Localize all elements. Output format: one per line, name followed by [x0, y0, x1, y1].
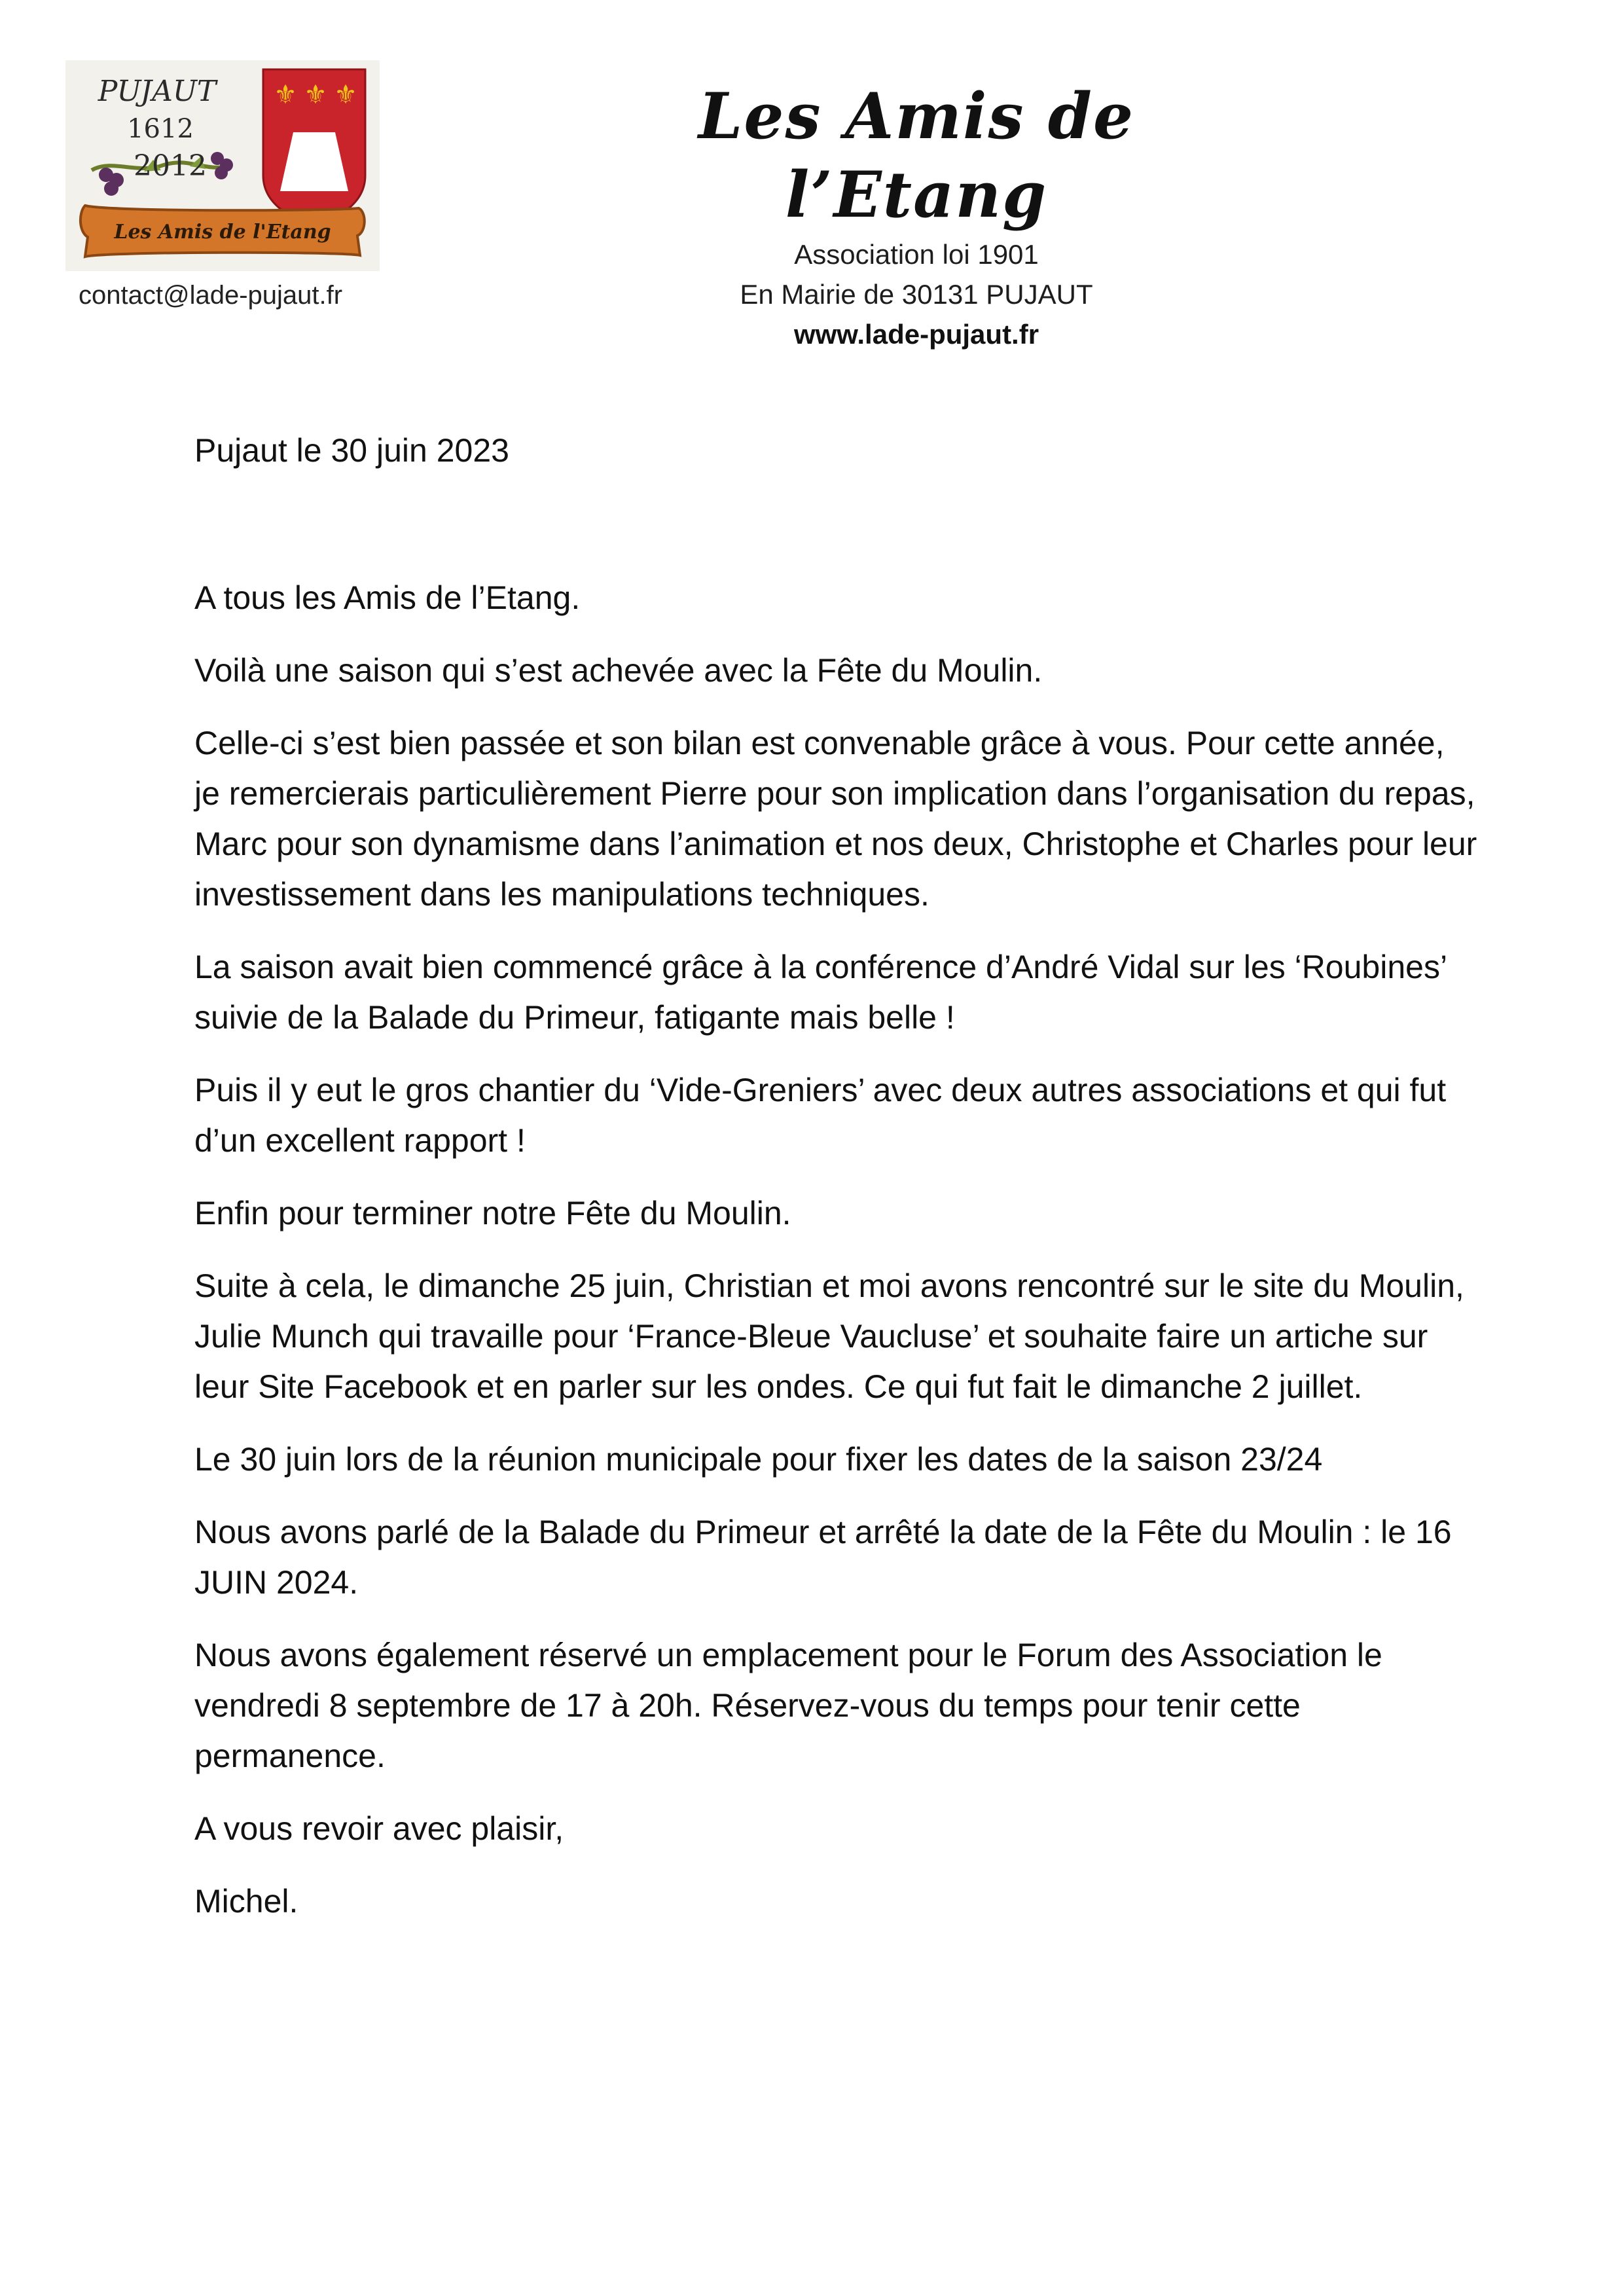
- letter-paragraph: Le 30 juin lors de la réunion municipale pour fixer les dates de la saison 23/24: [194, 1441, 1323, 1478]
- letter-greeting: A tous les Amis de l’Etang.: [194, 579, 581, 616]
- letter-paragraph: Celle-ci s’est bien passée et son bilan est convenable grâce à vous. Pour cette année, je remercierais particulièrement Pierre pour son implication dans l’organisation du repas, Marc pour son dynamisme dans l’animation et nos deux, Christophe et Charles pour leur investissement dans les manipulations techniques.: [194, 725, 1477, 913]
- logo-name: PUJAUT: [98, 75, 217, 108]
- letter-signature: Michel.: [194, 1883, 298, 1920]
- letter-closing: A vous revoir avec plaisir,: [194, 1810, 564, 1847]
- contact-email[interactable]: contact@lade-pujaut.fr: [79, 281, 343, 310]
- letter-paragraph: Nous avons également réservé un emplacement pour le Forum des Association le vendredi 8 septembre de 17 à 20h. Réservez-vous du temps pour tenir cette permanence.: [194, 1637, 1382, 1774]
- organization-title: Les Amis de l’Etang: [698, 79, 1135, 232]
- grape: [215, 166, 228, 179]
- fleur-de-lis-icon: ⚜: [334, 80, 357, 110]
- organization-address: En Mairie de 30131 PUJAUT: [740, 279, 1093, 310]
- logo-banner-text: Les Amis de l'Etang: [114, 221, 331, 244]
- logo-year-start: 1612: [127, 114, 194, 144]
- association-logo: [65, 60, 380, 271]
- organization-status: Association loi 1901: [794, 239, 1039, 270]
- logo-year-end: 2012: [134, 149, 207, 183]
- letter-paragraph: Suite à cela, le dimanche 25 juin, Christian et moi avons rencontré sur le site du Moulin, Julie Munch qui travaille pour ‘France-Bleue Vaucluse’ et souhaite faire un artiche sur leur Site Facebook et en parler sur les ondes. Ce qui fut fait le dimanche 2 juillet.: [194, 1267, 1464, 1405]
- organization-header: [576, 77, 1257, 354]
- letter-paragraph: La saison avait bien commencé grâce à la conférence d’André Vidal sur les ‘Roubines’ suivie de la Balade du Primeur, fatigante mais belle !: [194, 949, 1447, 1036]
- letter-paragraph: Nous avons parlé de la Balade du Primeur et arrêté la date de la Fête du Moulin : le 16 JUIN 2024.: [194, 1514, 1452, 1601]
- grape: [104, 181, 118, 196]
- letter-date: Pujaut le 30 juin 2023: [194, 432, 509, 469]
- letter-paragraph: Enfin pour terminer notre Fête du Moulin.: [194, 1195, 791, 1231]
- organization-website[interactable]: www.lade-pujaut.fr: [793, 319, 1039, 350]
- logo-graphic: [65, 60, 380, 271]
- letter-paragraph: Voilà une saison qui s’est achevée avec la Fête du Moulin.: [194, 652, 1043, 689]
- fleur-de-lis-icon: ⚜: [274, 80, 297, 110]
- letter-paragraph: Puis il y eut le gros chantier du ‘Vide-Greniers’ avec deux autres associations et qui fut d’un excellent rapport !: [194, 1072, 1447, 1159]
- letter-body: [194, 426, 1477, 1949]
- fleur-de-lis-icon: ⚜: [304, 80, 327, 110]
